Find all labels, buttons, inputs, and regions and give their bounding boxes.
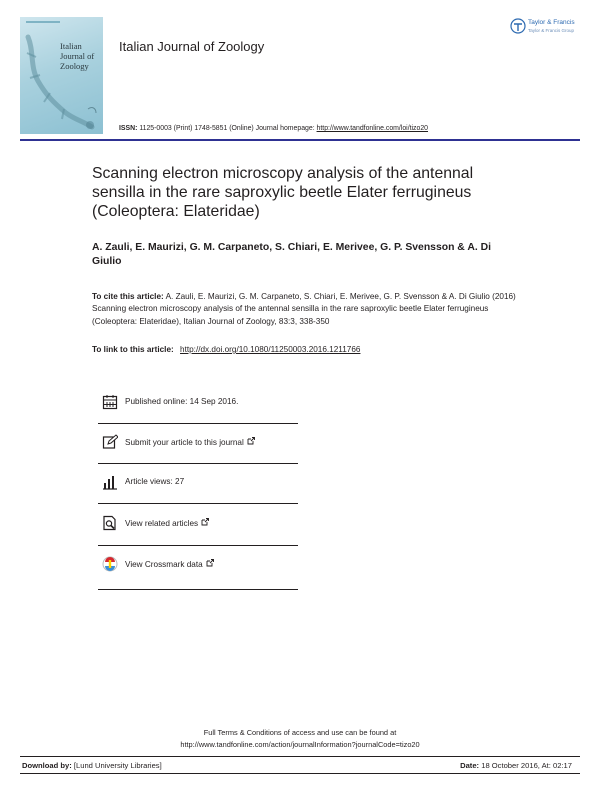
journal-cover-thumbnail — [20, 17, 103, 134]
header-divider — [20, 139, 580, 141]
downloaded-by-value: [Lund University Libraries] — [73, 761, 162, 770]
terms-url-link[interactable]: http://www.tandfonline.com/action/journalInformation?journalCode=tizo20 — [180, 740, 420, 749]
doi-link[interactable]: http://dx.doi.org/10.1080/11250003.2016.1211766 — [180, 345, 361, 354]
row-divider — [98, 503, 298, 504]
row-divider — [98, 545, 298, 546]
crossmark-row[interactable] — [98, 555, 298, 577]
external-link-icon — [201, 518, 209, 526]
download-date-label: Date: — [460, 761, 480, 770]
terms-line: Full Terms & Conditions of access and use can be found at — [203, 728, 397, 737]
published-online-row — [98, 393, 298, 415]
lizard-illustration-icon — [20, 17, 103, 134]
publisher-logo-icon — [510, 18, 526, 34]
footer-divider — [20, 756, 580, 757]
article-title: Scanning electron microscopy analysis of the antennal sensilla in the rare saproxylic beetle Elater ferrugineus (Coleoptera: Elateridae) — [92, 165, 474, 220]
related-articles-icon — [102, 515, 118, 531]
crossmark-link[interactable] — [125, 559, 214, 569]
cover-title-line: Zoology — [60, 61, 89, 71]
cover-title-line: Italian — [60, 41, 82, 51]
crossmark-icon — [102, 556, 118, 572]
related-articles-label: View related articles — [125, 519, 199, 528]
cover-title — [60, 41, 102, 71]
external-link-icon — [247, 437, 255, 445]
cover-title-line: Journal of — [60, 51, 95, 61]
journal-homepage-link[interactable]: http://www.tandfonline.com/loi/tizo20 — [316, 125, 429, 132]
terms-notice — [0, 727, 600, 751]
article-link-label: To link to this article: — [92, 345, 174, 354]
submit-article-label: Submit your article to this journal — [125, 438, 244, 447]
citation-label: To cite this article: — [92, 292, 164, 301]
row-divider — [98, 423, 298, 424]
downloaded-by-label: Download by: — [22, 761, 72, 770]
publisher-logo-brand: Taylor & Francis — [528, 19, 575, 26]
article-authors: A. Zauli, E. Maurizi, G. M. Carpaneto, S. Chiari, E. Merivee, G. P. Svensson & A. Di Giulio — [92, 242, 491, 267]
published-online-label: Published online: 14 Sep 2016. — [125, 397, 239, 406]
publisher-logo[interactable] — [510, 17, 590, 39]
journal-name[interactable]: Italian Journal of Zoology — [119, 39, 265, 54]
download-date — [460, 761, 572, 770]
publisher-logo-sub: Taylor & Francis Group — [528, 28, 575, 33]
edit-icon — [102, 434, 118, 450]
article-link-line — [92, 345, 360, 354]
issn-text: 1125-0003 (Print) 1748-5851 (Online) Journal homepage: — [139, 125, 315, 132]
article-views-row — [98, 473, 298, 495]
issn-label: ISSN: — [119, 125, 138, 132]
bar-chart-icon — [102, 474, 118, 490]
article-views-label: Article views: 27 — [125, 477, 185, 486]
citation-text: A. Zauli, E. Maurizi, G. M. Carpaneto, S. Chiari, E. Merivee, G. P. Svensson & A. Di Giulio (2016) Scanning electron microscopy analysis of the antennal sensilla in the rare saproxylic beetle Elater ferrugineus (Coleoptera: Elateridae), Italian Journal of Zoology, 83:3, 338-350 — [92, 292, 516, 326]
calendar-icon — [102, 394, 118, 410]
row-divider — [98, 463, 298, 464]
external-link-icon — [206, 559, 214, 567]
submit-article-link[interactable] — [125, 437, 255, 447]
footer-divider — [20, 773, 580, 774]
row-divider — [98, 589, 298, 590]
related-articles-link[interactable] — [125, 518, 209, 528]
related-articles-row[interactable] — [98, 514, 298, 536]
download-date-value: 18 October 2016, At: 02:17 — [481, 761, 572, 770]
downloaded-by — [22, 761, 162, 770]
crossmark-label: View Crossmark data — [125, 560, 203, 569]
issn-line — [119, 125, 428, 132]
citation-block — [92, 291, 522, 328]
submit-article-row[interactable] — [98, 433, 298, 455]
